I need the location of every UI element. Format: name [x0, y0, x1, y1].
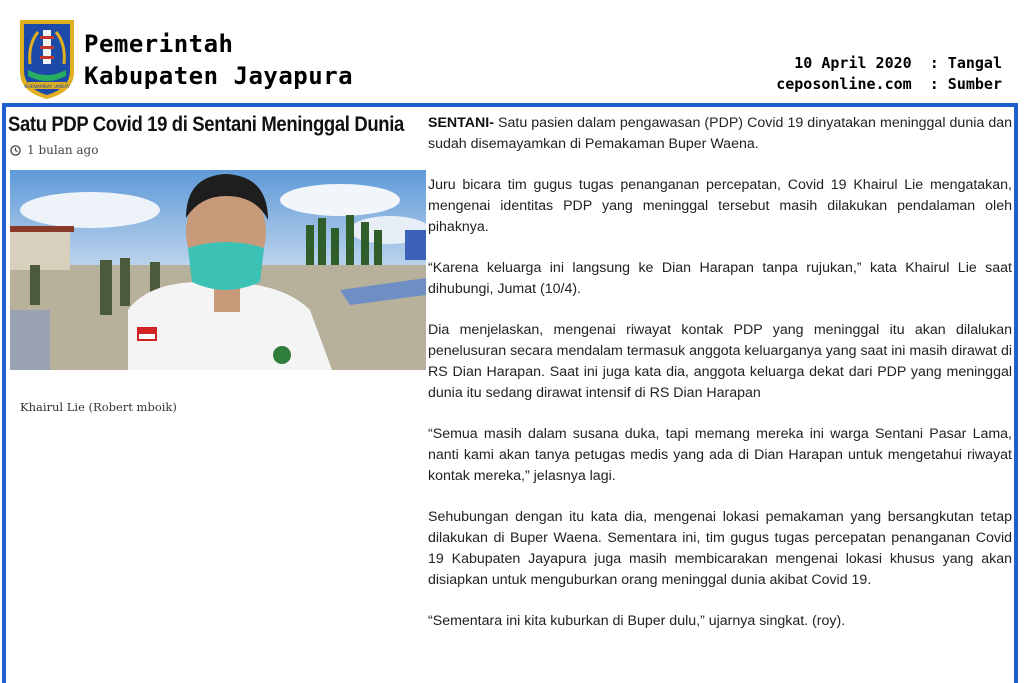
time-ago-text: 1 bulan ago	[27, 143, 99, 157]
article-body	[428, 113, 1012, 652]
logo-motto: KHENAMBAY UMBAY	[24, 85, 70, 90]
article-paragraph: Juru bicara tim gugus tugas penanganan percepatan, Covid 19 Khairul Lie mengatakan, mengenai identitas PDP yang meninggal tersebut masih dilakukan pendalaman oleh pihaknya.	[428, 177, 1012, 235]
article-paragraph-text: Satu pasien dalam pengawasan (PDP) Covid 19 dinyatakan meninggal dunia dan sudah disemayamkan di Pemakaman Buper Waena.	[428, 115, 1012, 152]
article-headline[interactable]: Satu PDP Covid 19 di Sentani Meninggal Dunia	[8, 113, 404, 136]
article-paragraph: Dia menjelaskan, mengenai riwayat kontak PDP yang meninggal itu akan dilalukan penelusuran secara mendalam termasuk anggota keluarganya yang saat ini masih dirawat di RS Dian Harapan. Saat ini juga kata dia, anggota keluarga dekat dari PDP yang meninggal dunia itu sedang dirawat intensif di RS Dian Harapan	[428, 322, 1012, 401]
source-label: : Sumber	[929, 75, 1002, 93]
source-value: ceposonline.com	[776, 75, 912, 93]
article-dateline: SENTANI-	[428, 115, 494, 131]
article-paragraph: Sehubungan dengan itu kata dia, mengenai lokasi pemakaman yang bersangkutan tetap dilakukan di Buper Waena. Sementara ini, tim gugus tugas percepatan penanganan Covid 19 Kabupaten Jayapura juga masih membicarakan mengenai lokasi khusus yang akan disiapkan untuk menguburkan orang meninggal dunia akibat Covid 19.	[428, 509, 1012, 588]
photo-caption: Khairul Lie (Robert mboik)	[20, 400, 177, 414]
article-paragraph: “Karena keluarga ini langsung ke Dian Harapan tanpa rujukan,” kata Khairul Lie saat dihubungi, Jumat (10/4).	[428, 260, 1012, 297]
article-photo-image	[10, 170, 426, 370]
date-label: : Tangal	[929, 54, 1002, 72]
date-meta	[794, 54, 1002, 72]
article-timestamp	[10, 143, 98, 157]
jayapura-regency-emblem-icon	[16, 14, 78, 100]
article-paragraph: “Sementara ini kita kuburkan di Buper dulu,” ujarnya singkat. (roy).	[428, 613, 846, 629]
org-name-line1: Pemerintah	[84, 30, 234, 58]
page-header	[0, 0, 1024, 103]
clock-icon	[10, 145, 21, 156]
article-paragraph	[428, 113, 1012, 155]
date-value: 10 April 2020	[794, 54, 912, 72]
article-photo	[10, 170, 426, 370]
article-paragraph: “Semua masih dalam susana duka, tapi memang mereka ini warga Sentani Pasar Lama, nanti kami akan tanya petugas medis yang ada di Dian Harapan untuk mengetahui riwayat kontak mereka,” jelasnya lagi.	[428, 426, 1012, 484]
source-meta	[776, 75, 1002, 93]
org-name-line2: Kabupaten Jayapura	[84, 62, 354, 90]
